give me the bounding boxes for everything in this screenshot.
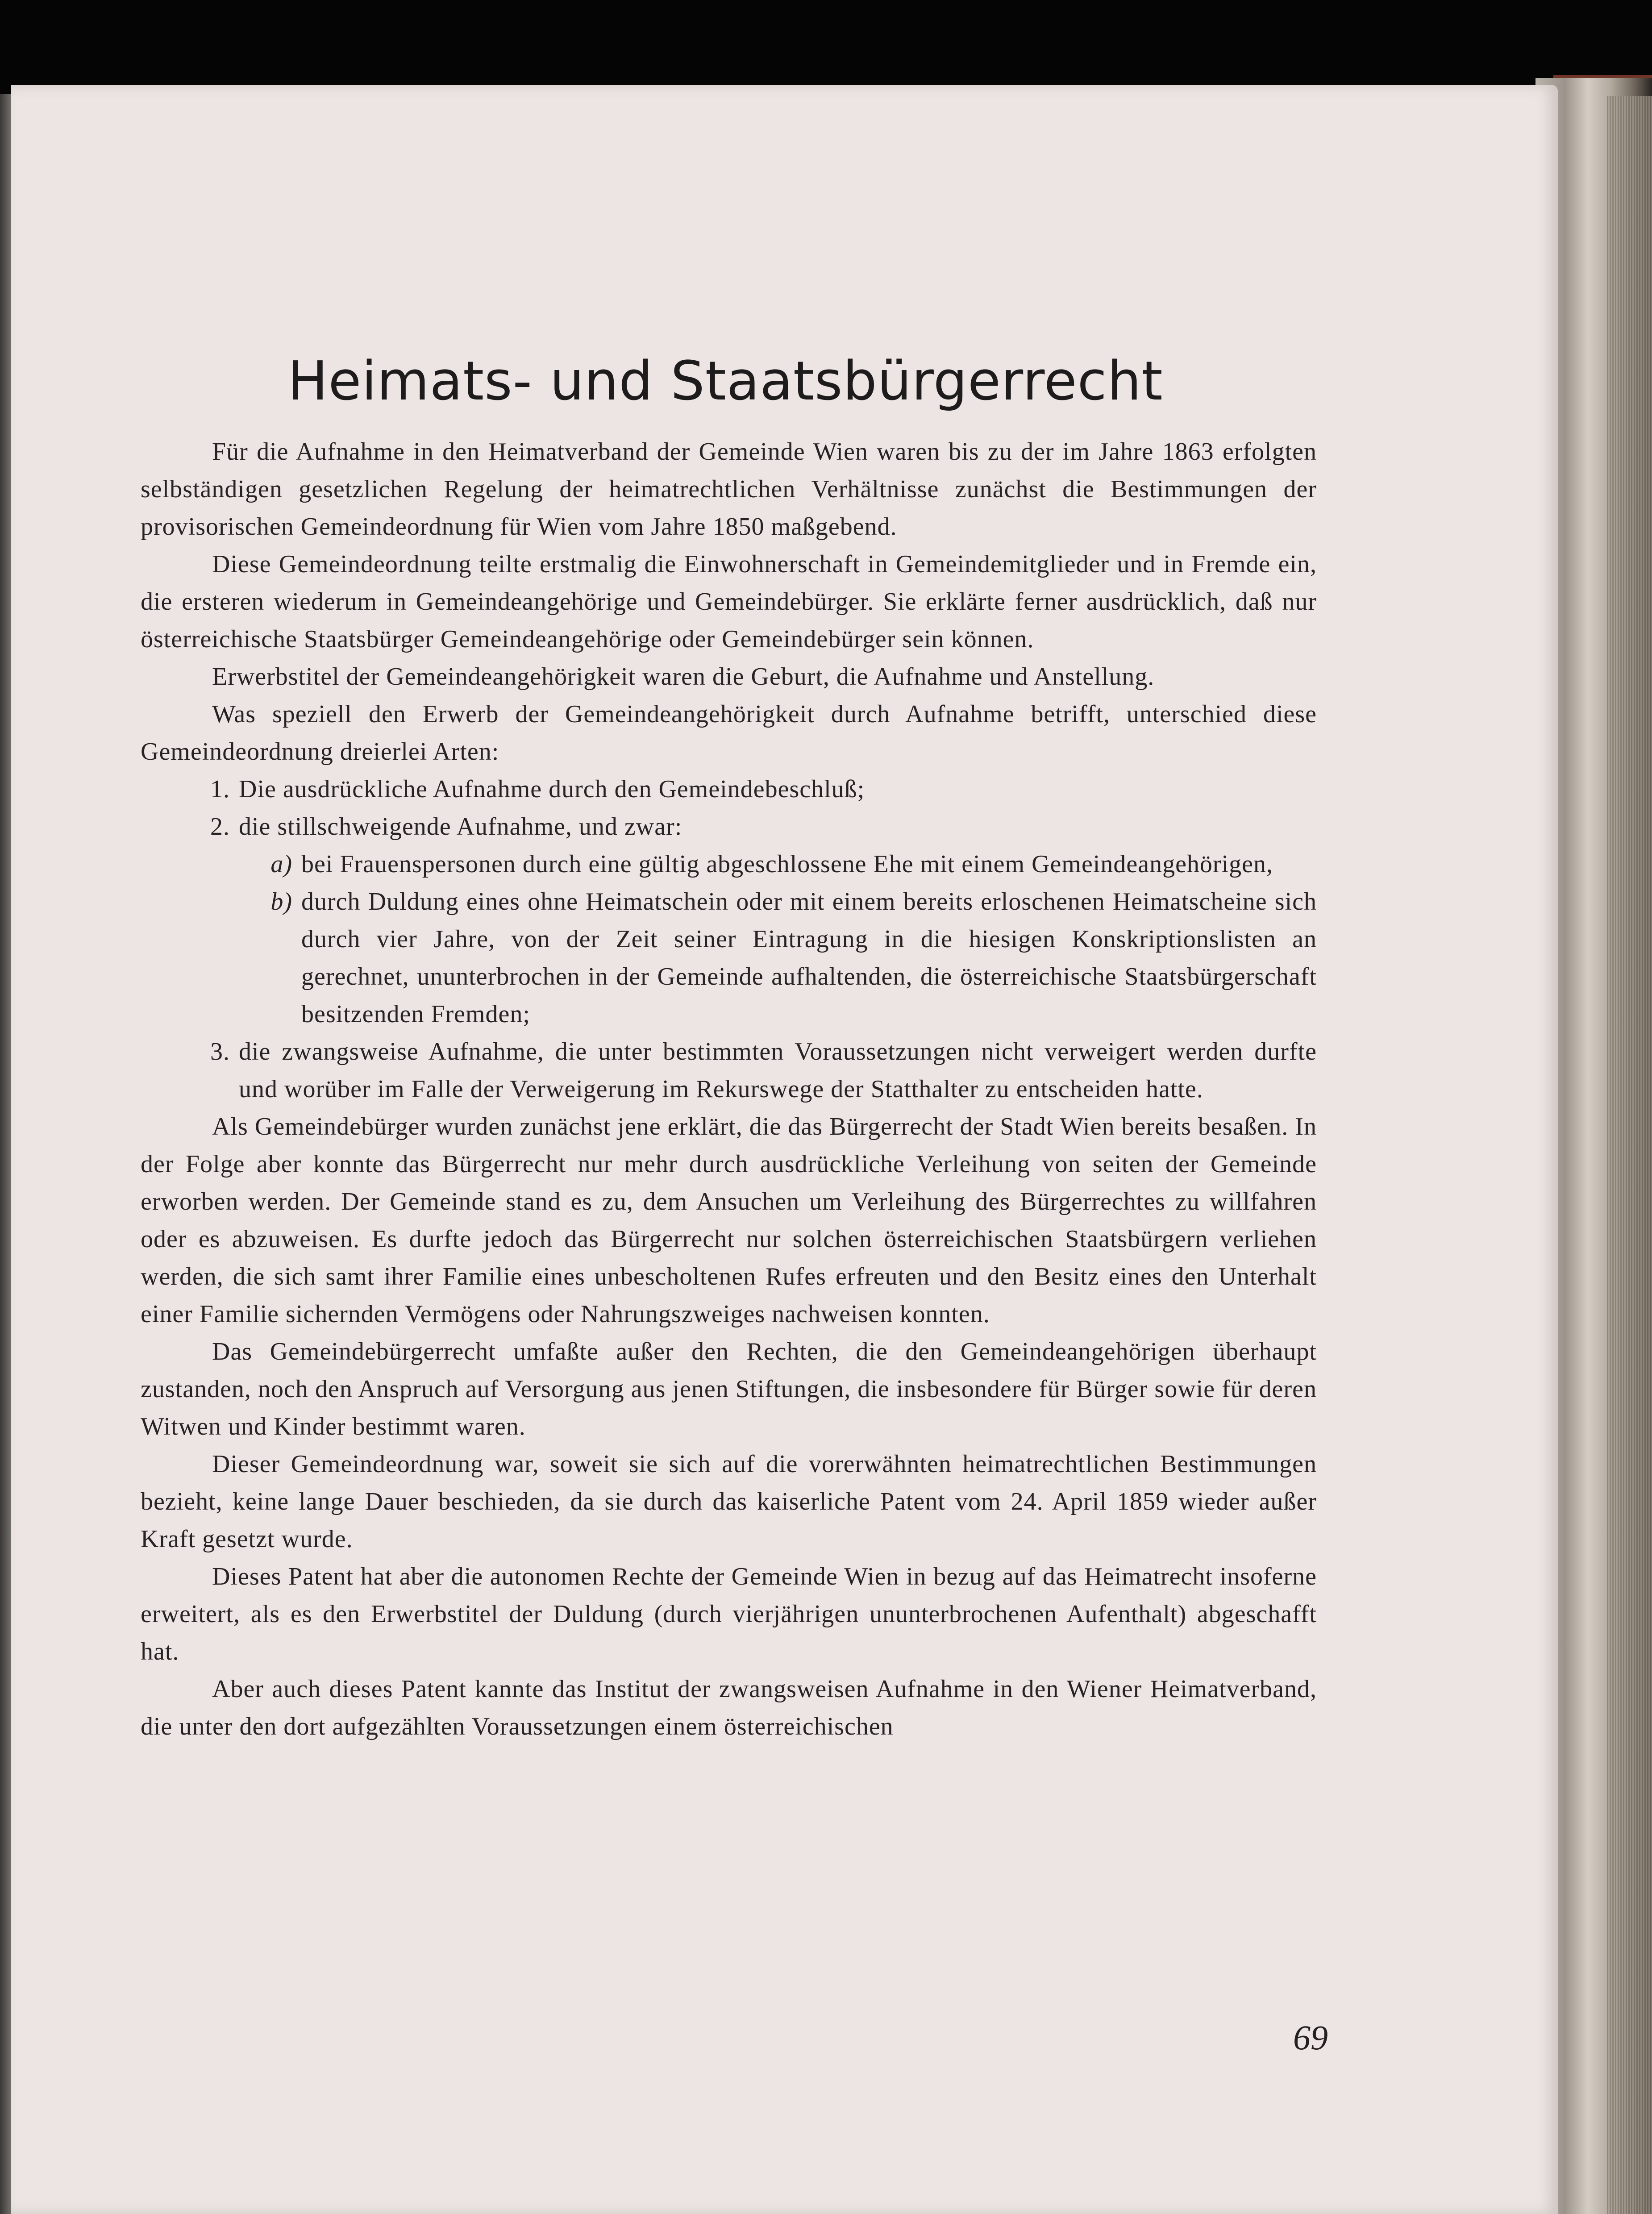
paragraph: Aber auch dieses Patent kannte das Institut der zwangsweisen Aufnahme in den Wiener Heimatverband, die unter den dort aufgezählten Voraussetzungen einem österreichischen (141, 1675, 1317, 1740)
paragraph: Erwerbstitel der Gemeindeangehörigkeit waren die Geburt, die Aufnahme und Anstellung. (212, 663, 1155, 691)
list-item (141, 770, 1317, 808)
list-item (141, 1033, 1317, 1108)
sublist-letter: a) (270, 850, 292, 878)
sublist-text: durch Duldung eines ohne Heimatschein oder mit einem bereits erloschenen Heimatscheine sich durch vier Jahre, von der Zeit seiner Eintragung in die hiesigen Konskriptionslisten an gerechnet, ununterbrochen in der Gemeinde aufhaltenden, die österreichische Staatsbürgerschaft besitzenden Fremden; (301, 888, 1317, 1028)
list-item (141, 808, 1317, 845)
page-number: 69 (1293, 2018, 1328, 2057)
sublist-letter: b) (270, 888, 292, 916)
paragraph: Diese Gemeindeordnung teilte erstmalig die Einwohnerschaft in Gemeindemitglieder und in Fremde ein, die ersteren wiederum in Gemeindeangehörige und Gemeindebürger. Sie erklärte ferner ausdrücklich, daß nur österreichische Staatsbürger Gemeindeangehörige oder Gemeindebürger sein können. (141, 550, 1317, 653)
list-number: 2. (210, 813, 230, 841)
paragraph: Als Gemeindebürger wurden zunächst jene erklärt, die das Bürgerrecht der Stadt Wien bereits besaßen. In der Folge aber konnte das Bürgerrecht nur mehr durch ausdrückliche Verleihung von seiten der Gemeinde erworben werden. Der Gemeinde stand es zu, dem Ansuchen um Verleihung des Bürgerrechtes zu willfahren oder es abzuweisen. Es durfte jedoch das Bürgerrecht nur solchen österreichischen Staatsbürgern verliehen werden, die sich samt ihrer Familie eines unbescholtenen Rufes erfreuten und den Besitz eines den Unterhalt einer Familie sichernden Vermögens oder Nahrungszweiges nachweisen konnten. (141, 1113, 1317, 1328)
sublist-item (141, 883, 1317, 1033)
list-text: Die ausdrückliche Aufnahme durch den Gemeindebeschluß; (239, 775, 865, 803)
sublist-text: bei Frauenspersonen durch eine gültig abgeschlossene Ehe mit einem Gemeindeangehörigen, (301, 850, 1273, 878)
paragraph: Das Gemeindebürgerrecht umfaßte außer den Rechten, die den Gemeindeangehörigen überhaupt zustanden, noch den Anspruch auf Versorgung aus jenen Stiftungen, die insbesondere für Bürger sowie für deren Witwen und Kinder bestimmt waren. (141, 1338, 1317, 1440)
paragraph: Für die Aufnahme in den Heimatverband der Gemeinde Wien waren bis zu der im Jahre 1863 erfolgten selbständigen gesetzlichen Regelung der heimatrechtlichen Verhältnisse zunächst die Bestimmungen der provisorischen Gemeindeordnung für Wien vom Jahre 1850 maßgebend. (141, 438, 1317, 541)
sublist-item (141, 845, 1317, 883)
paragraph: Was speziell den Erwerb der Gemeindeangehörigkeit durch Aufnahme betrifft, unterschied diese Gemeindeordnung dreierlei Arten: (141, 700, 1317, 766)
page-title: Heimats- und Staatsbürgerrecht (287, 350, 1163, 412)
body-text (141, 433, 1317, 1745)
list-number: 1. (210, 775, 230, 803)
list-text: die zwangsweise Aufnahme, die unter bestimmten Voraussetzungen nicht verweigert werden durfte und worüber im Falle der Verweigerung im Rekurswege der Statthalter zu entscheiden hatte. (239, 1038, 1317, 1103)
list-text: die stillschweigende Aufnahme, und zwar: (239, 813, 682, 841)
paragraph: Dieses Patent hat aber die autonomen Rechte der Gemeinde Wien in bezug auf das Heimatrecht insoferne erweitert, als es den Erwerbstitel der Duldung (durch vierjährigen ununterbrochenen Aufenthalt) abgeschafft hat. (141, 1563, 1317, 1665)
book-page (11, 85, 1558, 2214)
paragraph: Dieser Gemeindeordnung war, soweit sie sich auf die vorerwähnten heimatrechtlichen Bestimmungen bezieht, keine lange Dauer beschieden, da sie durch das kaiserliche Patent vom 24. April 1859 wieder außer Kraft gesetzt wurde. (141, 1450, 1317, 1553)
list-number: 3. (210, 1038, 230, 1065)
